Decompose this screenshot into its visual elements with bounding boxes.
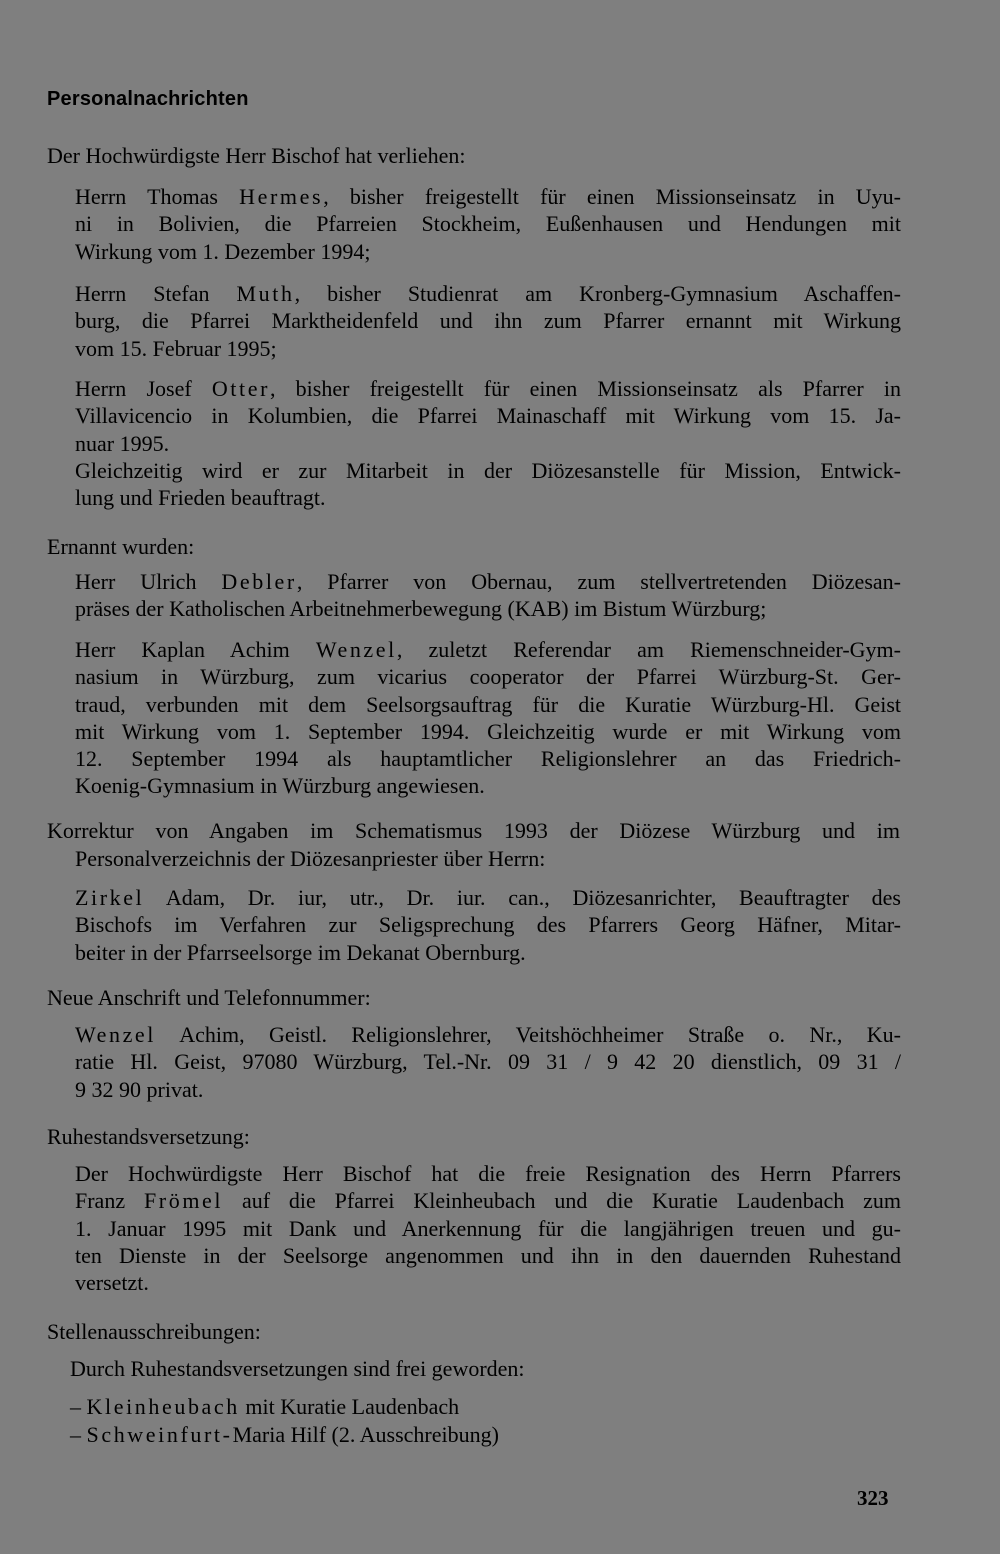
paragraph-otter: [75, 375, 901, 511]
text-line: Herrn Josef Otter, bisher freigestellt für einen Missionseinsatz als Pfarrer in: [75, 376, 901, 401]
person-name: Hermes: [239, 184, 324, 209]
section-heading-anschrift: Neue Anschrift und Telefonnummer:: [47, 985, 371, 1010]
stellen-intro: Durch Ruhestandsversetzungen sind frei geworden:: [70, 1356, 525, 1381]
text-line: Herrn Stefan Muth, bisher Studienrat am Kronberg-Gymnasium Aschaffen-: [75, 281, 901, 306]
text-line: ratie Hl. Geist, 97080 Würzburg, Tel.-Nr. 09 31 / 9 42 20 dienstlich, 09 31 /: [75, 1049, 901, 1075]
text-line: präses der Katholischen Arbeitnehmerbewegung (KAB) im Bistum Würzburg;: [75, 596, 767, 622]
text-line: beiter in der Pfarrseelsorge im Dekanat Obernburg.: [75, 939, 526, 965]
paragraph-wenzel: [75, 636, 901, 800]
person-name: Wenzel: [75, 1022, 157, 1047]
place-name: Schweinfurt-: [86, 1422, 233, 1447]
text-line: Zirkel Adam, Dr. iur, utr., Dr. iur. can., Diözesanrichter, Beauftragter des: [75, 885, 901, 910]
list-item: – Schweinfurt-Maria Hilf (2. Ausschreibung): [70, 1422, 499, 1447]
paragraph-hermes: [75, 183, 901, 265]
section-heading-ruhestand: Ruhestandsversetzung:: [47, 1124, 250, 1149]
text-line: Franz Frömel auf die Pfarrei Kleinheubach und die Kuratie Laudenbach zum: [75, 1188, 902, 1214]
text-line: Herrn Thomas Hermes, bisher freigestellt für einen Missionseinsatz in Uyu-: [75, 184, 901, 209]
text-line: Koenig-Gymnasium in Würzburg angewiesen.: [75, 773, 485, 799]
paragraph-zirkel: [75, 884, 901, 966]
text-line: Der Hochwürdigste Herr Bischof hat die freie Resignation des Herrn Pfarrers: [75, 1161, 901, 1186]
text-line: vom 15. Februar 1995;: [75, 335, 277, 361]
text-line: versetzt.: [75, 1270, 149, 1296]
person-name: Muth: [236, 281, 295, 306]
person-name: Otter: [211, 376, 271, 401]
text-line: Bischofs im Verfahren zur Seligsprechung des Pfarrers Georg Häfner, Mitar-: [75, 912, 901, 938]
text-line: nasium in Würzburg, zum vicarius cooperator der Pfarrei Würzburg-St. Ger-: [75, 664, 901, 690]
text-line: Herr Ulrich Debler, Pfarrer von Obernau, zum stellvertretenden Diözesan-: [75, 569, 901, 594]
text-line: Villavicencio in Kolumbien, die Pfarrei Mainaschaff mit Wirkung vom 15. Ja-: [75, 403, 901, 429]
text-line: nuar 1995.: [75, 430, 170, 456]
person-name: Zirkel: [75, 885, 145, 910]
page-title: Personalnachrichten: [47, 88, 249, 110]
text-line: mit Wirkung vom 1. September 1994. Gleichzeitig wurde er mit Wirkung vom: [75, 718, 901, 744]
text-line: traud, verbunden mit dem Seelsorgsauftrag für die Kuratie Würzburg-Hl. Geist: [75, 691, 901, 717]
section-heading-ernannt: Ernannt wurden:: [47, 534, 195, 559]
text-line: ni in Bolivien, die Pfarreien Stockheim, Eußenhausen und Hendungen mit: [75, 211, 901, 237]
text-line: burg, die Pfarrei Marktheidenfeld und ihn zum Pfarrer ernannt mit Wirkung: [75, 308, 901, 334]
text-line: Wirkung vom 1. Dezember 1994;: [75, 238, 371, 264]
paragraph-anschrift-wenzel: [75, 1021, 901, 1103]
person-name: Frömel: [143, 1188, 224, 1214]
section-heading-verliehen: Der Hochwürdigste Herr Bischof hat verliehen:: [47, 143, 466, 168]
paragraph-froemel: [75, 1160, 901, 1296]
text-line: Herr Kaplan Achim Wenzel, zuletzt Referendar am Riemenschneider-Gym-: [75, 637, 902, 662]
text-line: 12. September 1994 als hauptamtlicher Religionslehrer an das Friedrich-: [75, 746, 901, 772]
text-line: lung und Frieden beauftragt.: [75, 485, 326, 511]
text-line: 9 32 90 privat.: [75, 1076, 204, 1102]
person-name: Debler: [221, 569, 297, 594]
page-number: 323: [857, 1486, 889, 1510]
text-line: 1. Januar 1995 mit Dank und Anerkennung für die langjährigen treuen und gu-: [75, 1215, 901, 1241]
text-line: Gleichzeitig wird er zur Mitarbeit in der Diözesanstelle für Mission, Entwick-: [75, 457, 901, 483]
text-line: ten Dienste in der Seelsorge angenommen und ihn in den dauernden Ruhestand: [75, 1242, 901, 1268]
paragraph-muth: [75, 280, 901, 362]
section-heading-korrektur: Korrektur von Angaben im Schematismus 1993 der Diözese Würzburg und im Personalverzeichnis der Diözesanpriester über Herrn:: [47, 818, 900, 871]
text-line: Wenzel Achim, Geistl. Religionslehrer, Veitshöchheimer Straße o. Nr., Ku-: [75, 1022, 901, 1047]
person-name: Wenzel: [315, 637, 397, 662]
place-name: Kleinheubach: [86, 1394, 240, 1419]
list-item: – Kleinheubach mit Kuratie Laudenbach: [70, 1394, 460, 1419]
section-heading-stellen: Stellenausschreibungen:: [47, 1319, 261, 1344]
paragraph-debler: [75, 568, 901, 623]
